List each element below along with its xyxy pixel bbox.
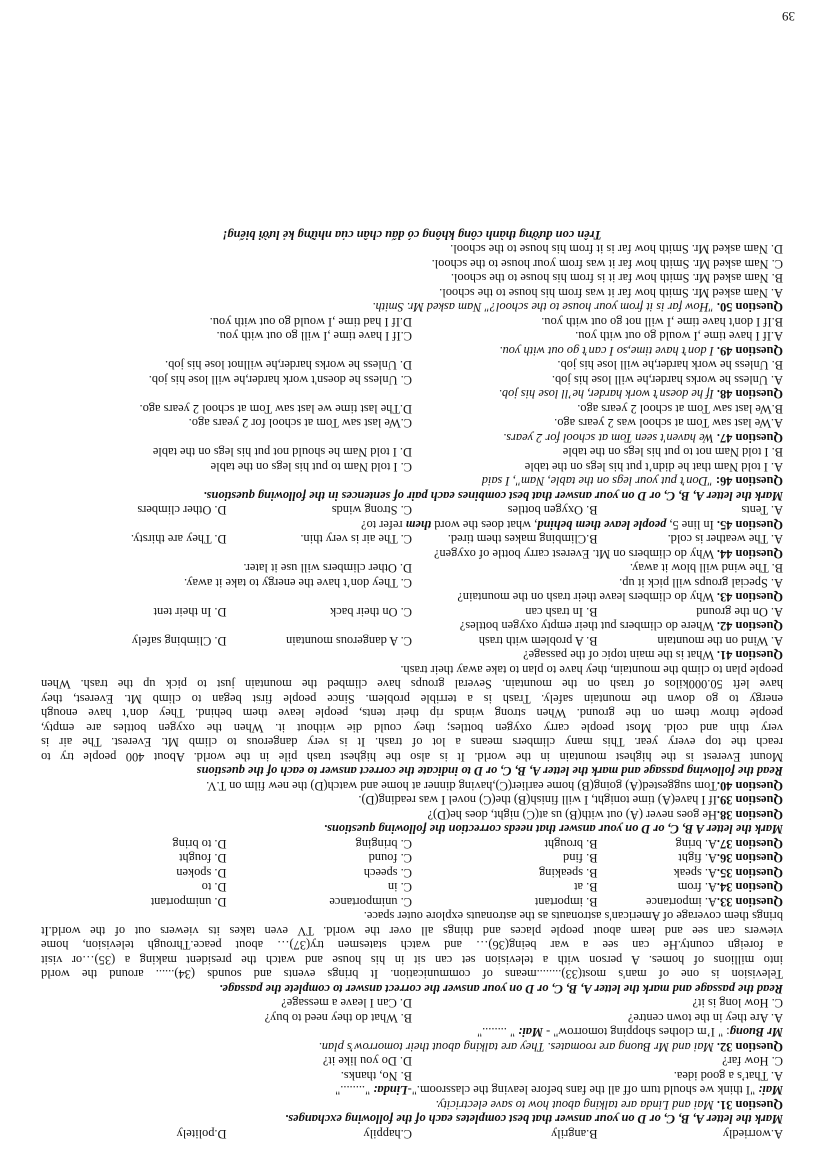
option: C. The air is very thin. <box>300 532 412 547</box>
option: D. unimportant <box>150 895 227 909</box>
question-32-options <box>41 1011 783 1026</box>
question-40: Question 40.Tom suggested(A) going(B) home earlier(C),having dinner at home and watch(D) the new film on T.V. <box>206 779 783 793</box>
question-31-options <box>41 1069 783 1084</box>
question-43-options <box>41 561 783 576</box>
option: B. important <box>534 895 598 909</box>
question-31-context: Question 31. Mai and Linda are talking about how to save electricity. <box>435 1098 783 1112</box>
footer-quote: Trên con đường thành công không có dấu chân của những kẻ lười biếng! <box>222 228 602 242</box>
question-45-stem: Question 45. In line 5, people leave them behind, what does the word them refer to? <box>361 518 783 532</box>
option: C. Strong winds <box>331 503 412 518</box>
question-31-dialogue: Mai: "I think we should turn off all the fans before leaving the classroom."-Linda: "........" <box>335 1083 783 1098</box>
option: C. found <box>368 851 412 866</box>
question-42-stem: Question 42. Where do climbers put their empty oxygen bottles? <box>459 619 783 634</box>
option: C. On their back <box>330 605 412 619</box>
option: A. Unless he works harder,he will lose his job. <box>551 373 783 387</box>
option: C. How long is it? <box>692 996 783 1011</box>
option: D. Can I leave a message? <box>281 996 412 1011</box>
option: A.We last saw Tom at school was 2 years ago. <box>554 416 783 431</box>
section-heading-reading: Read the following passage and mark the letter A, B, C, or D to indicate the correct answer to each of the questions <box>196 764 783 779</box>
question-41-stem: Question 41. What is the main topic of the passage? <box>523 648 783 663</box>
option: C. bringing <box>355 837 412 851</box>
option: B. Unless he work harder,he will lose his job. <box>557 358 783 373</box>
question-43-options <box>41 576 783 591</box>
option: D.politely <box>176 1127 227 1141</box>
question-32-context: Question 32. Mai and Mr Buong are roomates. They are talking about their tomorrow’s plan. <box>318 1040 783 1054</box>
question-32-options <box>41 996 783 1011</box>
option: C. I told Nam to put his legs on the table <box>210 460 412 474</box>
option: A. Tents <box>741 503 783 518</box>
question-48-stem: Question 48. If he doesn’t work harder, he’ll lose his job. <box>498 387 783 402</box>
option: A. The weather is cold. <box>667 532 783 547</box>
option: A. Are they in the town centre? <box>627 1011 783 1025</box>
option: Question 37.A. bring <box>675 837 783 851</box>
passage-line: people plan to climb the mountain, they have to plan to take away their trash. <box>400 663 783 677</box>
option: C.happily <box>363 1127 412 1141</box>
option: D. spoken <box>176 866 227 880</box>
question-46-options <box>41 445 783 460</box>
passage-line: brings them coverage of American's astronauts as the astronauts explore outer space. <box>363 909 783 924</box>
passage-line: Mount Everest is the highest mountain in the world. It is also the highest trash pile in the world. About 400 people try to <box>41 750 783 764</box>
option: B.If I don't have time ,I will not go out with you. <box>541 315 783 329</box>
option: B. Nam asked Mr. Smith how far it is from his house to the school. <box>450 271 783 286</box>
passage-line: viewers can see and learn about people places and things all over the world. TV even takes its viewers out of the world.It <box>41 924 783 938</box>
option: D.If I had time ,I would go out with you. <box>209 315 412 329</box>
page-number: 39 <box>782 9 795 24</box>
question-41-options <box>41 634 783 649</box>
question-46-options <box>41 460 783 475</box>
question-44-stem: Question 44. Why do climbers on Mt. Everest carry bottle of oxygen? <box>433 547 783 561</box>
option: D. to bring <box>172 837 227 851</box>
question-33 <box>41 895 783 910</box>
question-42-options <box>41 605 783 620</box>
question-50-stem: Question 50. "How far is it from your house to the school?" Nam asked Mr. Smith. <box>372 300 783 315</box>
option: B. I told Nam not to put his legs on the table <box>562 445 783 460</box>
option: D. Climbing safely <box>131 634 227 648</box>
option: D. They are thirsty. <box>130 532 227 547</box>
question-36 <box>41 851 783 866</box>
question-38: Question 38.He goes never (A) out with(B) us at(C) night, does he(D)? <box>427 808 783 822</box>
option: B. No, thanks. <box>340 1069 412 1083</box>
option: A. I told Nam that he didn’t put his legs on the table <box>524 460 783 474</box>
option: B. at <box>574 880 598 895</box>
option: Question 33.A. importance <box>646 895 783 909</box>
option: C. Unless he doesn't work harder,he will lose his job. <box>148 373 412 387</box>
question-46-stem: Question 46: "Don’t put your legs on the table, Nam", I said <box>481 474 783 489</box>
previous-question-options <box>41 1127 783 1142</box>
question-49-options <box>41 315 783 330</box>
section-heading-combine: Mark the letter A, B, C, or D on your answer that best combines each pair of sentences in the following questions. <box>203 489 783 503</box>
passage-line: people throw them on the ground. When strong winds rip their tents, people leave them behind. They don’t have enough <box>41 706 783 721</box>
question-32-dialogue: Mr Buong: " I’m clothes shopping tomorrow" - Mai: " ........" <box>477 1025 783 1040</box>
option: D. Unless he works harder,he willnot lose his job. <box>165 358 412 373</box>
question-45-options <box>41 503 783 518</box>
option: B. Oxygen bottles <box>507 503 598 518</box>
passage-line: energy to go down the mountain safely. Trash is a terrible problem. Since people first began to climb Mt. Everest, they <box>41 692 783 706</box>
option: B. find <box>563 851 598 866</box>
question-37 <box>41 837 783 852</box>
option: C. unimportance <box>329 895 412 909</box>
question-34 <box>41 880 783 895</box>
option: C. They don’t have the energy to take it away. <box>183 576 412 590</box>
option: D. Other climbers will use it later. <box>243 561 412 576</box>
option: C. speech <box>363 866 412 880</box>
option: B. The wind will blow it away. <box>629 561 783 576</box>
option: C. A dangerous mountain <box>286 634 412 648</box>
option: D. Do you like it? <box>322 1054 412 1069</box>
option: B.We last saw Tom at school 2 years ago. <box>577 402 783 416</box>
option: B.Climbing makes them tired. <box>447 532 598 547</box>
question-31-options <box>41 1054 783 1069</box>
option: D. Other climbers <box>137 503 227 518</box>
question-47-stem: Question 47. We haven't seen Tom at school for 2 years. <box>503 431 783 445</box>
question-47-options <box>41 416 783 431</box>
section-heading-error: Mark the letter A B, C, or D on your answer that needs correction the following questions. <box>323 822 783 837</box>
option: C. Nam asked Mr. Smith how far it was from your house to the school. <box>431 257 783 271</box>
option: B. brought <box>544 837 598 851</box>
option: B. In trash can <box>525 605 598 619</box>
option: D.The last time we last saw Tom at school 2 years ago. <box>139 402 412 416</box>
option: B. speaking <box>538 866 598 880</box>
option: Question 36.A. fight <box>678 851 783 866</box>
question-48-options <box>41 373 783 388</box>
passage-line: into millions of homes. A person with a television set can sit in his house and watch the president making a (35)…or visit <box>41 953 783 967</box>
option: C.If I have time ,I will go out with you. <box>216 329 412 344</box>
question-43-stem: Question 43. Why do climbers leave their trash on the mountain? <box>457 590 783 605</box>
option: B. What do they need to buy? <box>264 1011 412 1025</box>
option: A.If I have time ,I would go out with you. <box>575 329 783 344</box>
option: D. fought <box>179 851 227 866</box>
option: B. A problem with trash <box>478 634 598 648</box>
option: A. Special groups will pick it up. <box>619 576 783 590</box>
option: D. I told Nam he should not put his legs on the table <box>152 445 412 460</box>
question-35 <box>41 866 783 881</box>
option: A. Wind on the mountain <box>657 634 783 648</box>
section-heading-cloze: Read the passage and mark the letter A, B, C, or D on your answer the correct answer to complete the passage. <box>219 982 783 996</box>
passage-line: a foreign county.He can see a war being(36)… and watch statesmen try(37)… about peace.Through television, home <box>41 938 783 953</box>
question-49-stem: Question 49. I don’t have time,so I can’t go out with you. <box>499 344 783 358</box>
option: B.angrily <box>551 1127 598 1141</box>
option: A. On the ground <box>696 605 783 619</box>
option: A. That’s a good idea. <box>673 1069 783 1083</box>
option: D. to <box>201 880 227 895</box>
question-49-options <box>41 329 783 344</box>
option: D. In their tent <box>153 605 227 619</box>
option: C.We last saw Tom at school for 2 years ago. <box>188 416 412 431</box>
passage-line: Television is one of man's most(33)........means of communication. It brings events and sounds (34)...... around the world <box>41 967 783 982</box>
passage-line: very thin and cold. Most people carry oxygen bottles; they could die without it. When the oxygen bottles are empty, <box>41 721 783 735</box>
passage-line: reach the top every year. This many climbers means a lot of trash. It is very dangerous to climb Mt. Everest. The air is <box>41 735 783 750</box>
option: C. How far? <box>722 1054 783 1069</box>
question-47-options <box>41 402 783 417</box>
option: A.worriedly <box>722 1127 783 1141</box>
page-content <box>41 228 783 1142</box>
passage-line: have left 50.000kilos of trash on the mountain. Several groups have climbed the mountain just to pick up the trash. When <box>41 677 783 692</box>
question-48-options <box>41 358 783 373</box>
section-heading-exchanges: Mark the letter A, B, C, or D on your answer that best completes each of the following exchanges. <box>285 1112 783 1127</box>
option: D. Nam asked Mr. Smith how far is it from his house to the school. <box>450 242 783 257</box>
option: A. Nam asked Mr. Smith how far it was from his house to the school. <box>439 286 783 300</box>
question-39: Question 39.If I have(A) time tonight, I will finish(B) the(C) novel I was reading(D). <box>358 793 783 808</box>
option: C. in <box>387 880 412 895</box>
option: Question 34.A. from <box>677 880 783 895</box>
question-44-options <box>41 532 783 547</box>
option: Question 35.A. speak <box>673 866 783 880</box>
